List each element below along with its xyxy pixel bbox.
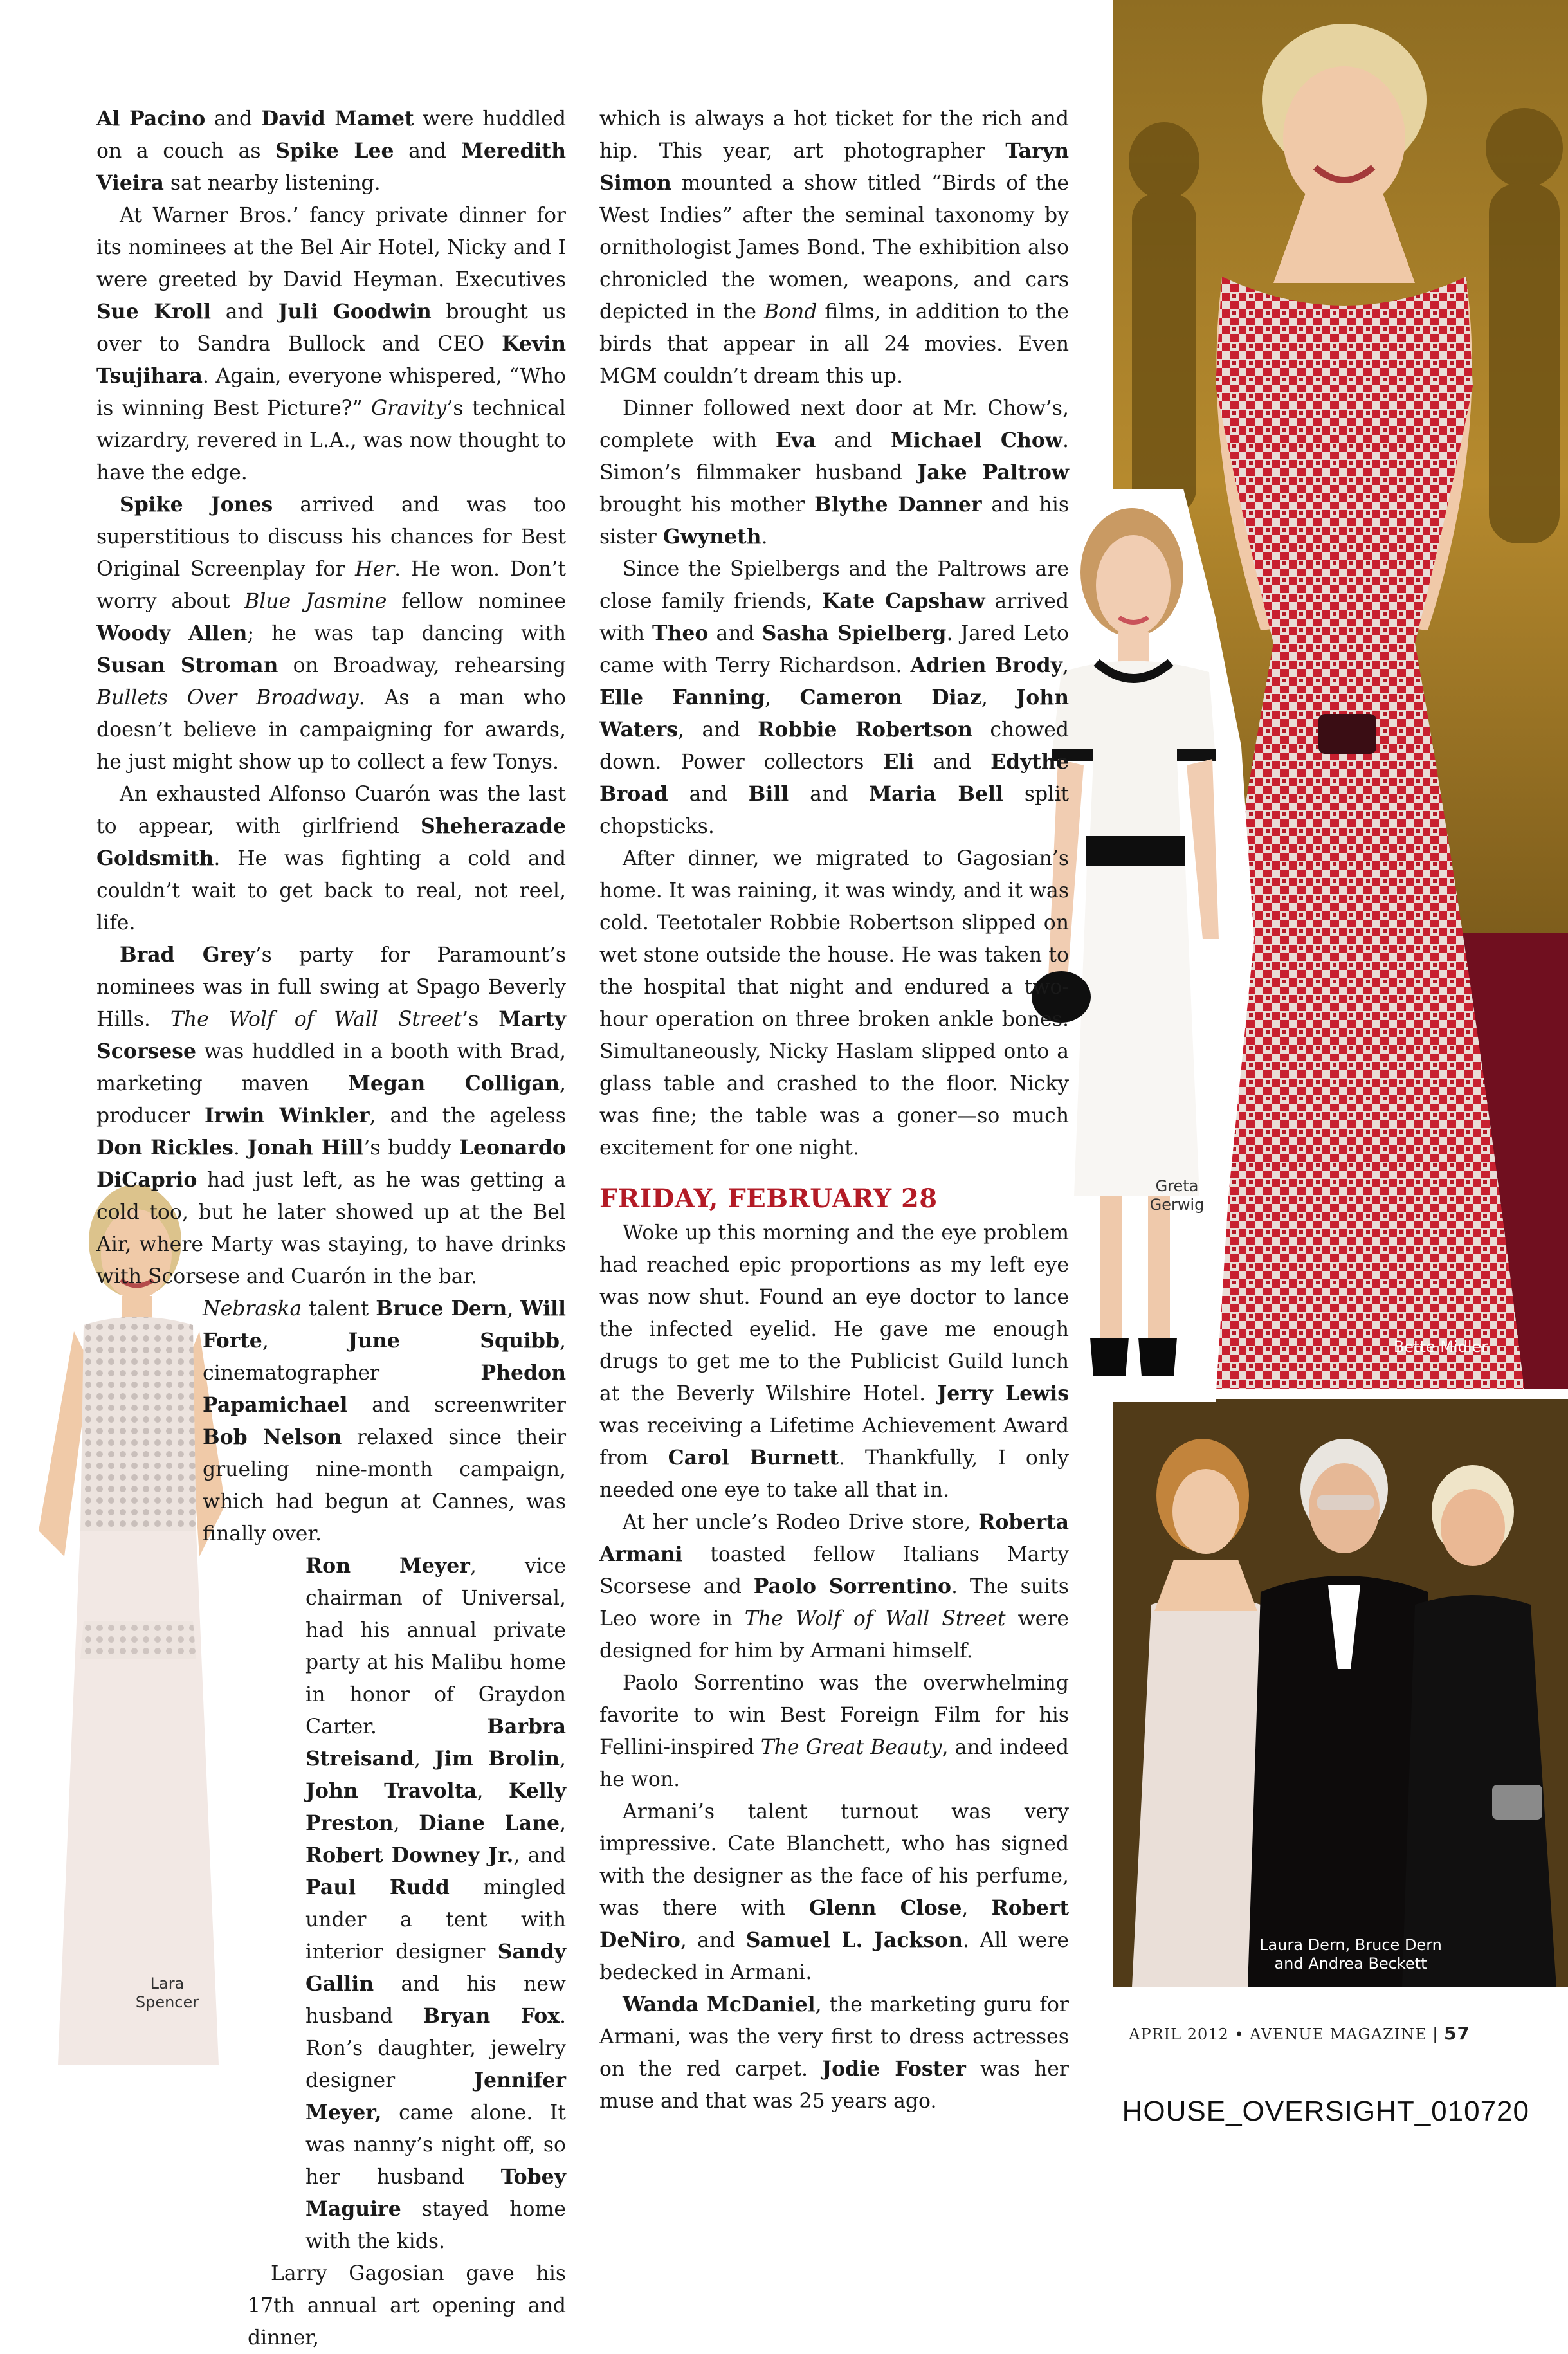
text-run: and: [211, 300, 278, 324]
name-highlight: Samuel L. Jackson: [745, 1928, 963, 1952]
name-highlight: Sue Kroll: [96, 300, 212, 324]
name-highlight: Cameron Diaz: [799, 686, 981, 709]
text-run: ’s party for Paramount’s nominees was in full swing at Spago Beverly Hills.: [96, 944, 567, 1031]
title-italic: Nebraska: [203, 1297, 302, 1320]
text-run: mingled under a tent with interior designer: [305, 1876, 566, 1964]
name-highlight: Spike Jones: [120, 493, 273, 516]
paragraph: [599, 553, 1069, 843]
text-run: , and: [677, 718, 758, 742]
name-highlight: Jennifer Meyer,: [305, 2068, 566, 2124]
text-run: and: [205, 107, 261, 131]
paragraph: [96, 489, 566, 778]
text-run: . Simon’s filmmaker husband: [599, 429, 1069, 484]
title-italic: Blue Jasmine: [244, 590, 387, 613]
name-highlight: Bruce Dern: [376, 1297, 507, 1320]
section-heading: FRIDAY, FEBRUARY 28: [599, 1183, 938, 1214]
title-italic: Bond: [763, 300, 817, 324]
text-run: ,: [981, 686, 1017, 709]
title-italic: Gravity: [371, 397, 447, 420]
text-run: fellow nominee: [387, 590, 566, 613]
text-run: Armani’s talent turnout was very impressive. Cate Blanchett, who has signed with the designer as the face of his perfume, was there with: [599, 1800, 1069, 1920]
name-highlight: Carol Burnett: [668, 1446, 839, 1470]
text-run: .: [761, 525, 768, 549]
text-run: were designed for him by Armani himself.: [599, 1607, 1069, 1663]
text-run: . Again, everyone whispered, “Who is winning Best Picture?”: [96, 365, 566, 420]
caption-dern-line1: Laura Dern, Bruce Dern: [1259, 1936, 1442, 1954]
name-highlight: Michael Chow: [890, 428, 1062, 452]
text-run: Larry Gagosian gave his 17th annual art opening and dinner,: [248, 2262, 566, 2349]
name-highlight: Maria Bell: [869, 782, 1003, 806]
text-run: on Broadway, rehearsing: [278, 654, 567, 677]
footer-separator: |: [1432, 2025, 1439, 2043]
text-run: arrived with: [599, 590, 1069, 645]
text-run: , the marketing guru for Armani, was the very first to dress actresses on the red carpet.: [599, 1993, 1069, 2081]
name-highlight: June Squibb: [348, 1329, 560, 1353]
text-run: , and the ageless: [369, 1104, 566, 1127]
paragraph: [96, 778, 566, 939]
footer-issue: APRIL 2012 • AVENUE MAGAZINE: [1129, 2025, 1427, 2043]
text-run: . As a man who doesn’t believe in campaigning for awards, he just might show up to collect a few Tonys.: [96, 686, 566, 774]
name-highlight: Robert Downey Jr.: [305, 1843, 514, 1867]
text-run: and his sister: [599, 493, 1069, 549]
article-column-left: [96, 103, 566, 2354]
text-run: which is always a hot ticket for the rich and hip. This year, art photographer: [599, 107, 1069, 163]
name-highlight: Sheherazade Goldsmith: [96, 814, 566, 870]
name-highlight: Taryn Simon: [599, 139, 1069, 195]
name-highlight: Don Rickles: [96, 1136, 233, 1160]
name-highlight: David Mamet: [260, 107, 414, 131]
name-highlight: Barbra Streisand: [305, 1715, 566, 1771]
name-highlight: Spike Lee: [275, 139, 394, 163]
paragraph: [599, 1217, 1069, 1506]
name-highlight: Wanda McDaniel: [623, 1993, 816, 2016]
text-run: relaxed since their grueling nine-month campaign, which had begun at Cannes, was finally over.: [203, 1426, 566, 1546]
caption-greta-gerwig: [1132, 1177, 1222, 1214]
text-run: mounted a show titled “Birds of the West Indies” after the seminal taxonomy by ornithologist James Bond. The exhibition also chronicled the women, weapons, and cars depicted in the: [599, 172, 1069, 324]
text-run: brought his mother: [599, 493, 815, 516]
text-run: came alone. It was nanny’s night off, so her husband: [305, 2101, 566, 2189]
text-run: ; he was tap dancing with: [247, 622, 566, 645]
text-run: Dinner followed next door at Mr. Chow’s, complete with: [599, 397, 1069, 452]
text-run: ,: [559, 1812, 566, 1835]
text-run: ,: [477, 1780, 509, 1803]
page-footer: [1129, 2023, 1470, 2044]
name-highlight: Eva: [775, 428, 816, 452]
document-stamp: HOUSE_OVERSIGHT_010720: [1122, 2095, 1529, 2127]
text-run: , and indeed he won.: [599, 1736, 1069, 1791]
text-run: . He was fighting a cold and couldn’t wait to get back to real, not reel, life.: [96, 847, 566, 935]
name-highlight: Eli: [883, 750, 915, 774]
name-highlight: Glenn Close: [808, 1896, 962, 1920]
caption-dern-family: [1254, 1936, 1447, 1973]
paragraph: [599, 103, 1069, 392]
name-highlight: Kevin Tsujihara: [96, 332, 566, 388]
text-run: ’s technical wizardry, revered in L.A., was now thought to have the edge.: [96, 397, 566, 484]
name-highlight: Kelly Preston: [305, 1779, 566, 1835]
text-run: and screenwriter: [347, 1394, 566, 1417]
name-highlight: Paolo Sorrentino: [753, 1574, 952, 1598]
name-highlight: Susan Stroman: [96, 653, 278, 677]
text-run: . Ron’s daughter, jewelry designer: [305, 2005, 566, 2092]
text-run: , and: [680, 1929, 746, 1952]
wrapped-text-block: [203, 1293, 566, 2258]
title-italic: The Wolf of Wall Street: [744, 1607, 1006, 1630]
title-italic: Bullets Over Broadway: [96, 686, 359, 709]
name-highlight: Al Pacino: [96, 107, 206, 131]
text-run: arrived and was too superstitious to discuss his chances for Best Original Screenplay for: [96, 493, 566, 581]
text-run: , and: [513, 1844, 566, 1867]
text-run: . Jared Leto came with Terry Richardson.: [599, 622, 1070, 677]
paragraph: [599, 1989, 1069, 2117]
text-run: and: [668, 783, 749, 806]
name-highlight: Adrien Brody: [910, 653, 1062, 677]
text-run: , producer: [96, 1072, 566, 1127]
paragraph: [599, 392, 1069, 553]
text-run: talent: [302, 1297, 376, 1320]
name-highlight: Phedon Papamichael: [203, 1361, 566, 1417]
caption-greta-line2: Gerwig: [1149, 1196, 1205, 1214]
text-run: was her muse and that was 25 years ago.: [599, 2057, 1069, 2113]
name-highlight: Will Forte: [203, 1297, 566, 1353]
name-highlight: Irwin Winkler: [205, 1104, 370, 1127]
name-highlight: Robbie Robertson: [758, 718, 972, 742]
name-highlight: Woody Allen: [96, 621, 248, 645]
wrapped-text-block-tail: [248, 2258, 566, 2354]
text-run: and his new husband: [305, 1973, 566, 2028]
name-highlight: Megan Colligan: [347, 1072, 560, 1095]
text-run: brought us over to Sandra Bullock and CEO: [96, 300, 566, 356]
name-highlight: Elle Fanning: [599, 686, 765, 709]
name-highlight: Jerry Lewis: [937, 1382, 1069, 1405]
text-run: ,: [1062, 654, 1069, 677]
paragraph: [599, 843, 1069, 1164]
article-column-middle: [599, 103, 1069, 2117]
text-run: , cinematographer: [203, 1329, 566, 1385]
text-run: ,: [765, 686, 800, 709]
name-highlight: Meredith Vieira: [96, 139, 566, 195]
name-highlight: Sasha Spielberg: [761, 621, 947, 645]
text-run: ’s buddy: [363, 1136, 459, 1160]
name-highlight: Ron Meyer: [305, 1554, 470, 1578]
name-highlight: Jonah Hill: [247, 1136, 364, 1160]
name-highlight: Diane Lane: [419, 1811, 560, 1835]
text-run: ,: [962, 1897, 992, 1920]
name-highlight: Leonardo DiCaprio: [96, 1136, 566, 1192]
text-run: sat nearby listening.: [163, 172, 381, 195]
name-highlight: Jake Paltrow: [917, 461, 1069, 484]
name-highlight: Bryan Fox: [423, 2004, 560, 2028]
text-run: stayed home with the kids.: [305, 2198, 566, 2253]
text-run: and: [394, 140, 461, 163]
text-run: ’s: [462, 1008, 499, 1031]
text-run: were huddled on a couch as: [96, 107, 566, 163]
name-highlight: John Travolta: [305, 1779, 477, 1803]
name-highlight: John Waters: [599, 686, 1070, 742]
text-run: ,: [560, 1747, 567, 1771]
paragraph: [599, 1506, 1069, 1667]
text-run: Since the Spielbergs and the Paltrows are close family friends,: [599, 558, 1069, 613]
text-run: was receiving a Lifetime Achievement Award from: [599, 1414, 1069, 1470]
paragraph: [203, 1293, 566, 1550]
name-highlight: Sandy Gallin: [305, 1940, 566, 1996]
text-run: Woke up this morning and the eye problem had reached epic proportions as my left eye was now shut. Found an eye doctor to lance the infected eyelid. He gave me enough drugs to get me to the Publicist Guild lunch at the Beverly Wilshire Hotel.: [599, 1221, 1069, 1405]
dern-family-illustration: [1113, 1399, 1568, 1987]
paragraph: [96, 103, 566, 199]
name-highlight: Kate Capshaw: [821, 589, 985, 613]
text-run: ,: [262, 1329, 349, 1353]
name-highlight: Bob Nelson: [203, 1425, 342, 1449]
name-highlight: Brad Grey: [120, 943, 255, 967]
text-run: films, in addition to the birds that appear in all 24 movies. Even MGM couldn’t dream this up.: [599, 300, 1070, 388]
name-highlight: Roberta Armani: [599, 1510, 1069, 1566]
title-italic: The Great Beauty: [760, 1736, 942, 1759]
paragraph: [96, 199, 566, 489]
name-highlight: Bill: [748, 782, 789, 806]
text-run: An exhausted Alfonso Cuarón was the last to appear, with girlfriend: [96, 783, 566, 838]
name-highlight: Tobey Maguire: [305, 2165, 566, 2221]
text-run: . The suits Leo wore in: [599, 1575, 1069, 1630]
text-run: had just left, as he was getting a cold too, but he later showed up at the Bel Air, where Marty was staying, to have drinks with Scorsese and Cuarón in the bar.: [96, 1169, 566, 1288]
text-run: After dinner, we migrated to Gagosian’s home. It was raining, it was windy, and it was cold. Teetotaler Robbie Robertson slipped on wet stone outside the house. He was taken to the hospital that night and endured a two-hour operation on three broken ankle bones. Simultaneously, Nicky Haslam slipped onto a glass table and crashed to the floor. Nicky was fine; the table was a goner—so much excitement for one night.: [599, 847, 1069, 1160]
title-italic: Her: [354, 558, 395, 581]
paragraph: [599, 1667, 1069, 1796]
text-run: split chopsticks.: [599, 783, 1069, 838]
text-run: , vice chairman of Universal, had his annual private party at his Malibu home in honor of Graydon Carter.: [305, 1555, 566, 1738]
page-number: 57: [1444, 2023, 1470, 2044]
caption-greta-line1: Greta: [1155, 1177, 1199, 1195]
text-run: and: [914, 751, 991, 774]
name-highlight: Blythe Danner: [814, 493, 982, 516]
name-highlight: Marty Scorsese: [96, 1007, 566, 1063]
text-run: was huddled in a booth with Brad, marketing maven: [96, 1040, 566, 1095]
text-run: .: [233, 1136, 248, 1160]
caption-lara-line1: Lara: [150, 1975, 185, 1993]
text-run: ,: [507, 1297, 521, 1320]
name-highlight: Juli Goodwin: [278, 300, 432, 324]
text-run: ,: [393, 1812, 419, 1835]
caption-bette-midler: Bette Midler: [1393, 1338, 1488, 1356]
text-run: toasted fellow Italians Marty Scorsese and: [599, 1543, 1069, 1598]
name-highlight: Edythe Broad: [599, 750, 1069, 806]
photo-dern-family: [1113, 1399, 1568, 1987]
name-highlight: Jim Brolin: [434, 1747, 560, 1771]
text-run: and: [708, 622, 762, 645]
name-highlight: Jodie Foster: [822, 2057, 966, 2081]
caption-lara-line2: Spencer: [135, 1993, 199, 2011]
caption-dern-line2: and Andrea Beckett: [1274, 1955, 1427, 1973]
paragraph: [305, 1550, 566, 2258]
name-highlight: Gwyneth: [662, 525, 761, 549]
text-run: . All were bedecked in Armani.: [599, 1929, 1069, 1984]
paragraph: [599, 1796, 1069, 1989]
text-run: chowed down. Power collectors: [599, 718, 1069, 774]
text-run: Paolo Sorrentino was the overwhelming favorite to win Best Foreign Film for his Fellini-inspired: [599, 1672, 1069, 1759]
text-run: At her uncle’s Rodeo Drive store,: [623, 1511, 979, 1534]
text-run: and: [816, 429, 891, 452]
text-run: and: [789, 783, 870, 806]
name-highlight: Robert DeNiro: [599, 1896, 1069, 1952]
wrapped-text-block-inner: [305, 1550, 566, 2258]
text-run: . Thankfully, I only needed one eye to take all that in.: [599, 1446, 1069, 1502]
text-run: ,: [414, 1747, 435, 1771]
paragraph: [248, 2258, 566, 2354]
text-run: . He won. Don’t worry about: [96, 558, 566, 613]
text-run: At Warner Bros.’ fancy private dinner for its nominees at the Bel Air Hotel, Nicky and I were greeted by David Heyman. Executives: [96, 204, 566, 291]
title-italic: The Wolf of Wall Street: [170, 1008, 462, 1031]
paragraph: [96, 939, 566, 1293]
name-highlight: Theo: [652, 621, 709, 645]
name-highlight: Paul Rudd: [305, 1875, 450, 1899]
